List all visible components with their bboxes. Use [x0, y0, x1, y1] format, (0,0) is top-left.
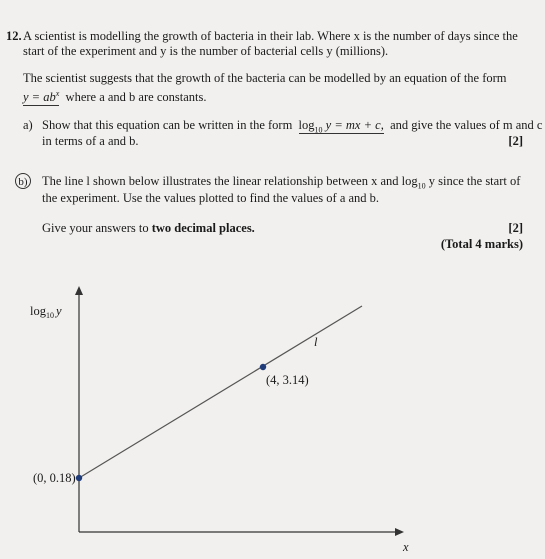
- question-number: 12.: [6, 29, 22, 43]
- line-l-label: l: [314, 335, 318, 349]
- model-equation: $y = ab^x$: [23, 89, 60, 105]
- part-b-label: b): [15, 173, 31, 189]
- total-marks: (Total 4 marks): [440, 237, 523, 251]
- x-axis-label: x: [403, 540, 409, 554]
- y-axis-arrow: [75, 286, 83, 295]
- point-0-0.18: [76, 475, 82, 481]
- part-a-line-2: in terms of a and b.: [42, 134, 139, 148]
- intro-line-1: A scientist is modelling the growth of bacteria in their lab. Where x is the number of days since the: [23, 29, 518, 43]
- line-l: [79, 306, 362, 478]
- x-axis-arrow: [395, 528, 404, 536]
- point-2-label: (0, 0.18): [33, 471, 76, 485]
- y-axis-label: $\log_{10} y$: [30, 304, 62, 320]
- point-1-label: (4, 3.14): [266, 373, 309, 387]
- model-equation-note: where a and b are constants.: [65, 90, 207, 105]
- suggestion-line: The scientist suggests that the growth of the bacteria can be modelled by an equation of the form: [23, 71, 507, 85]
- point-4-3.14: [260, 364, 266, 370]
- part-b-line-1: The line l shown below illustrates the linear relationship between x and $\log_{10} y$ since the start of: [42, 174, 521, 191]
- log-form-equation: $\log_{10} y$ = mx + c,: [298, 118, 384, 135]
- intro-line-2: start of the experiment and y is the number of bacterial cells y (millions).: [23, 44, 389, 58]
- part-a-marks: [2]: [508, 134, 523, 148]
- part-b-marks: [2]: [508, 221, 523, 235]
- part-b-line-2: the experiment. Use the values plotted to find the values of a and b.: [42, 191, 380, 205]
- part-a-text: Show that this equation can be written in the form $\log_{10} y$ = mx + c, and give the values of m and c: [42, 118, 543, 135]
- part-b-instruction: Give your answers to two decimal places.: [42, 221, 255, 235]
- part-a-label: a): [23, 118, 33, 132]
